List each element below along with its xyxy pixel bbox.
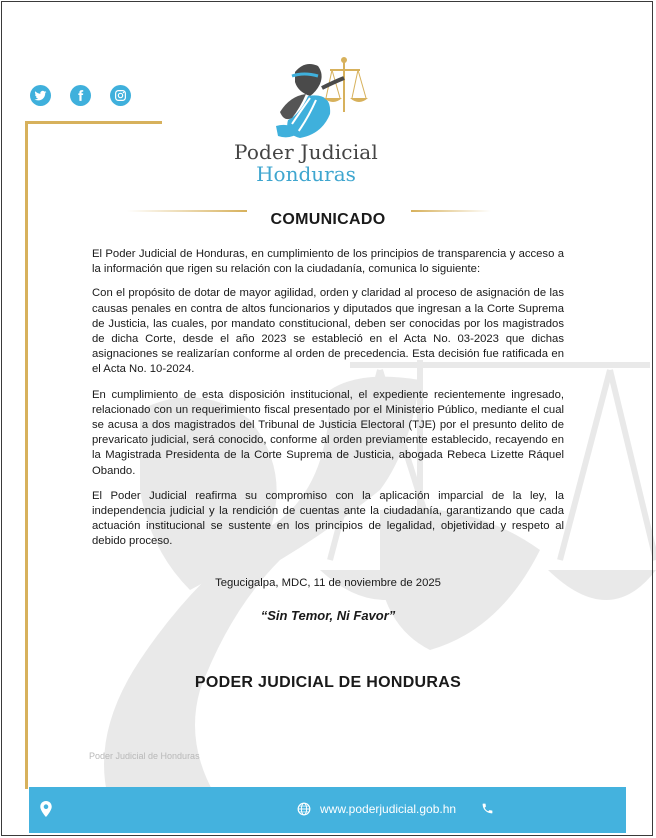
globe-icon [297,802,311,816]
place-and-date: Tegucigalpa, MDC, 11 de noviembre de 2025 [215,577,441,589]
document-body [92,247,564,560]
paragraph-assignment: En cumplimiento de esta disposición institucional, el expediente recientemente ingresado, relacionado con un requerimiento fiscal presentado por el Ministerio Público, mediante el cual se acusa a dos magistrados del Tribunal de Justicia Electoral (TJE) por el presunto delito de prevaricato judicial, será conocido, conforme al orden previamente establecido, recayendo en la Magistrada Presidenta de la Corte Suprema de Justicia, abogada Rebeca Lizette Ráquel Obando. [92,388,564,477]
facebook-link[interactable] [70,85,91,106]
gold-frame-top [25,121,162,124]
paragraph-background: Con el propósito de dotar de mayor agilidad, orden y claridad al proceso de asignación de las causas penales en contra de altos funcionarios y diputados que ingresan a la Corte Suprema de Justicia, las cuales, por mandato constitucional, deben ser conocidas por los magistrados de dicha Corte, desde el año 2023 se estableció en el Acta No. 03-2023 que dichas asignaciones se realizarían conforme al orden de precedencia. Esta decisión fue ratificada en el Acta No. 10-2024. [92,287,564,376]
instagram-icon [114,89,127,102]
paragraph-commitment: El Poder Judicial reafirma su compromiso con la aplicación imparcial de la ley, la independencia judicial y la rendición de cuentas ante la ciudadanía, garantizando que cada actuación institucional se sustente en los principios de legalidad, objetividad y respeto al debido proceso. [92,489,564,548]
location-pin-icon[interactable] [39,801,53,817]
footer-note: Poder Judicial de Honduras [89,751,200,761]
paragraph-intro: El Poder Judicial de Honduras, en cumplimiento de los principios de transparencia y acceso a la información que rigen su relación con la ciudadanía, comunica lo siguiente: [92,248,564,276]
twitter-link[interactable] [30,85,51,106]
brand-country: Honduras [256,162,356,186]
twitter-icon [34,89,47,102]
motto: “Sin Temor, Ni Favor” [260,608,396,623]
phone-icon[interactable] [481,802,494,815]
website-link[interactable]: www.poderjudicial.gob.hn [320,802,457,816]
signature-institution: PODER JUDICIAL DE HONDURAS [194,674,462,691]
footer-bar [29,787,626,833]
instagram-link[interactable] [110,85,131,106]
document-title: COMUNICADO [270,211,386,228]
facebook-icon [74,89,87,102]
lady-justice-logo-icon [270,52,380,142]
brand-name: Poder Judicial [233,140,379,164]
brand-wordmark [226,140,386,186]
